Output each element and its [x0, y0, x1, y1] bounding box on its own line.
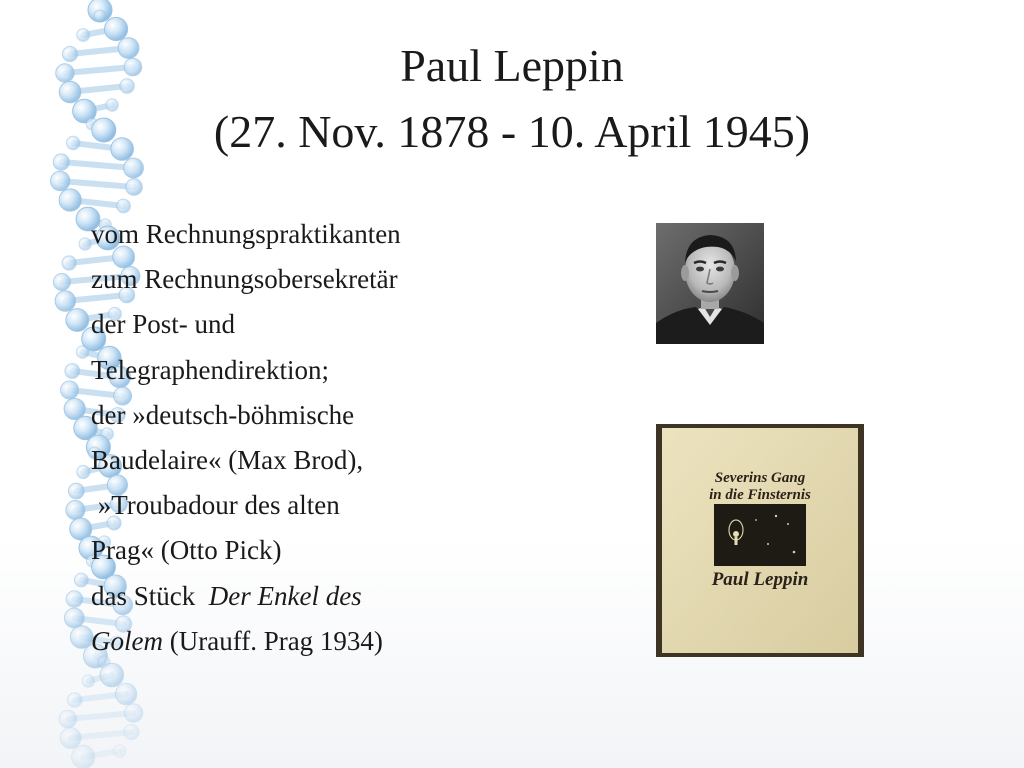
play-title-part2: Golem [91, 625, 163, 656]
book-cover-author: Paul Leppin [711, 569, 809, 590]
body-line: Baudelaire« (Max Brod), [91, 445, 364, 476]
dna-bead [124, 158, 144, 178]
book-cover-image [656, 424, 864, 657]
dna-bead [60, 728, 81, 749]
dna-bead [62, 256, 76, 270]
dna-bead [124, 704, 142, 722]
dna-bead [70, 626, 93, 649]
dna-bead [66, 591, 83, 608]
dna-bead [55, 291, 75, 311]
portrait-photo [656, 223, 764, 344]
play-line [91, 574, 561, 619]
dna-bead [113, 745, 126, 758]
dna-bead [53, 274, 70, 291]
dna-bead [79, 238, 91, 250]
dna-bead [77, 465, 90, 478]
dna-bead [68, 483, 84, 499]
book-cover-illustration [714, 504, 806, 566]
dna-bead [126, 179, 143, 196]
dna-bead [64, 608, 84, 628]
body-line: Prag« (Otto Pick) [91, 535, 282, 566]
biography-text [91, 212, 561, 664]
slide-title: Paul Leppin [400, 40, 624, 91]
body-line: vom Rechnungspraktikanten [91, 219, 401, 249]
book-cover-title-line-1: Severins Gang [714, 470, 806, 486]
dna-bead [94, 10, 106, 22]
dna-bead [100, 663, 124, 687]
book-cover-title-line-2: in die Finsternis [709, 487, 811, 503]
dna-bead [67, 693, 82, 708]
slide-subtitle-dates: (27. Nov. 1878 - 10. April 1945) [213, 106, 811, 157]
dna-bead [61, 381, 79, 399]
dna-bead [59, 710, 77, 728]
body-line: zum Rechnungsobersekretär [91, 264, 398, 295]
dna-bead [124, 724, 139, 739]
dna-rung [68, 713, 134, 719]
play-line-2 [91, 619, 561, 664]
play-suffix: (Urauff. Prag 1934) [162, 625, 383, 656]
body-line: »Troubadour des alten [91, 490, 340, 521]
dna-rung [61, 162, 133, 168]
dna-bead [51, 171, 70, 190]
dna-bead [66, 309, 89, 332]
dna-bead [117, 199, 131, 213]
play-prefix: das Stück [91, 580, 209, 611]
body-line: der Post- und [91, 309, 235, 340]
dna-bead [82, 675, 94, 687]
body-line: Telegraphendirektion; [91, 354, 330, 385]
body-line: der »deutsch-böhmische [91, 399, 355, 430]
dna-bead [66, 501, 85, 520]
play-title-part1: Der Enkel des [208, 580, 362, 611]
dna-bead [74, 573, 88, 587]
dna-rung [60, 181, 134, 187]
dna-bead [76, 346, 89, 359]
dna-bead [115, 683, 136, 704]
dna-bead [59, 189, 81, 211]
dna-bead [72, 745, 95, 768]
dna-bead [65, 364, 80, 379]
